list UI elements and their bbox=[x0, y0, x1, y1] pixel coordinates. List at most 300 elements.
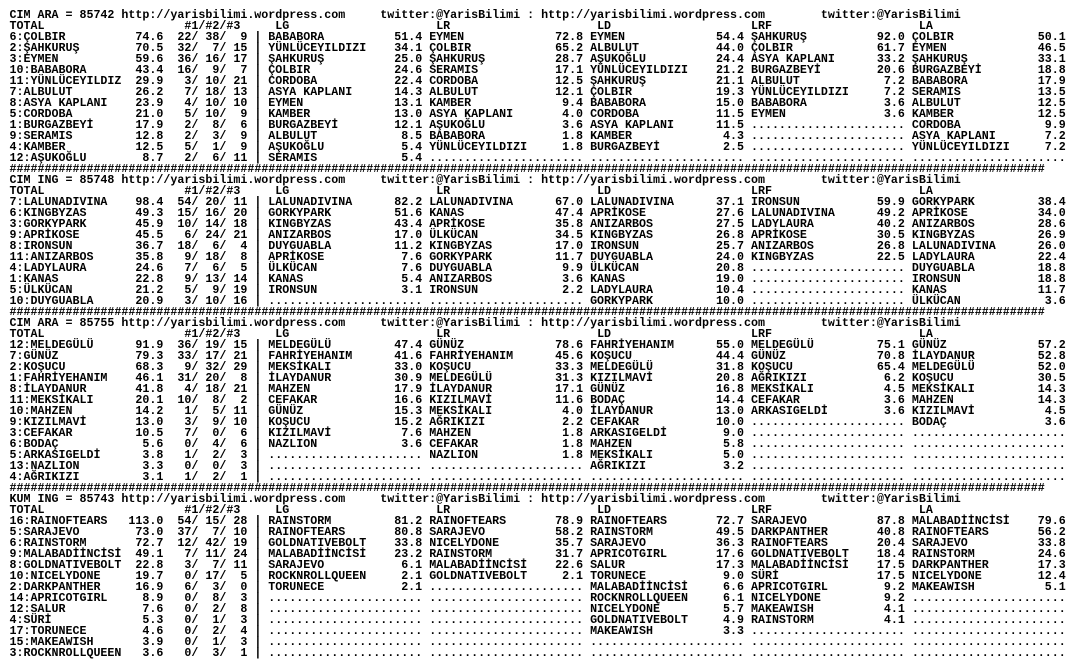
lrf-value: 4.1 bbox=[883, 601, 905, 616]
ld-value: 20.8 bbox=[715, 370, 744, 385]
place-1-count: 10 bbox=[177, 392, 192, 407]
ld-value: 14.4 bbox=[715, 392, 744, 407]
total-score: 26.2 bbox=[135, 84, 164, 99]
lrf-value: 9.2 bbox=[883, 579, 905, 594]
column-separator: | bbox=[254, 579, 262, 594]
lg-value: 11.2 bbox=[394, 238, 423, 253]
la-name: BURGAZBEYİ bbox=[911, 62, 982, 77]
horse-label: 8:GOLDNATIVEBOLT bbox=[9, 557, 122, 572]
header-total: TOTAL bbox=[9, 502, 45, 517]
lrf-empty-filler: ...................... bbox=[750, 425, 905, 440]
header-ld: LD bbox=[597, 183, 612, 198]
place-2-count: 8 bbox=[212, 590, 220, 605]
ld-name: ÜLKÜCAN bbox=[590, 260, 640, 275]
la-value: 17.9 bbox=[1037, 73, 1066, 88]
place-2-count: 17 bbox=[205, 348, 220, 363]
lrf-value: 49.2 bbox=[876, 205, 905, 220]
race-title-line bbox=[9, 7, 1066, 22]
column-separator: | bbox=[254, 73, 262, 88]
la-name: LALUNADIVINA bbox=[911, 238, 996, 253]
lr-name: GOLDNATIVEBOLT bbox=[429, 568, 528, 583]
lr-value: 1.8 bbox=[562, 139, 584, 154]
ld-value: 27.6 bbox=[715, 205, 744, 220]
lrf-name: SÜRİ bbox=[750, 568, 779, 583]
lg-name: MALABADİİNCİSİ bbox=[268, 546, 367, 561]
place-2-count: 17 bbox=[205, 568, 220, 583]
lg-empty-filler: ...................... bbox=[268, 634, 423, 649]
column-separator: | bbox=[254, 590, 262, 605]
lrf-name: IRONSUN bbox=[750, 194, 800, 209]
place-2-count: 7 bbox=[212, 40, 220, 55]
ld-name: IRONSUN bbox=[590, 238, 640, 253]
la-name: RAINOFTEARS bbox=[911, 524, 989, 539]
table-row bbox=[9, 249, 1066, 264]
horse-label: 10:BABABORA bbox=[9, 62, 87, 77]
total-score: 45.9 bbox=[135, 216, 164, 231]
place-separator: / bbox=[219, 249, 227, 264]
ld-name: SALUR bbox=[590, 557, 626, 572]
la-empty-filler: ...................... bbox=[911, 612, 1066, 627]
lr-name: ALBULUT bbox=[429, 84, 479, 99]
place-3-count: 8 bbox=[240, 370, 248, 385]
lr-name: NICELYDONE bbox=[429, 535, 500, 550]
header-lg: LG bbox=[275, 502, 290, 517]
total-score: 21.0 bbox=[135, 106, 164, 121]
ld-name: KANAS bbox=[590, 271, 626, 286]
lg-name: ÜLKÜCAN bbox=[268, 260, 318, 275]
lr-name: NAZLION bbox=[429, 447, 479, 462]
lr-value: 22.6 bbox=[555, 557, 584, 572]
lg-name: APRİKOSE bbox=[268, 249, 325, 264]
lr-name: ANIZARBOS bbox=[429, 271, 493, 286]
place-separator: / bbox=[191, 282, 199, 297]
total-score: 49.3 bbox=[135, 205, 164, 220]
place-1-count: 0 bbox=[184, 601, 192, 616]
la-name: BODAÇ bbox=[911, 414, 947, 429]
place-1-count: 7 bbox=[184, 260, 192, 275]
place-separator: / bbox=[191, 216, 199, 231]
la-name: KAMBER bbox=[911, 106, 954, 121]
total-score: 98.4 bbox=[135, 194, 164, 209]
ld-value: 16.8 bbox=[715, 381, 744, 396]
lg-value: 5.4 bbox=[401, 150, 423, 165]
site-url: http://yarisbilimi.wordpress.com bbox=[121, 315, 346, 330]
ld-name: LALUNADIVINA bbox=[590, 194, 675, 209]
lg-name: ASYA KAPLANI bbox=[268, 84, 353, 99]
lr-empty-filler: ...................... bbox=[429, 590, 584, 605]
lg-value: 13.1 bbox=[394, 95, 423, 110]
total-score: 14.2 bbox=[135, 403, 164, 418]
lrf-value: 4.1 bbox=[883, 612, 905, 627]
lr-name: SERAMIS bbox=[429, 62, 479, 77]
la-value: 26.9 bbox=[1037, 227, 1066, 242]
ld-value: 37.1 bbox=[715, 194, 744, 209]
horse-label: 3:CEFAKAR bbox=[9, 425, 73, 440]
place-separator: / bbox=[191, 535, 199, 550]
total-score: 70.5 bbox=[135, 40, 164, 55]
horse-label: 2:DARKPANTHER bbox=[9, 579, 101, 594]
ld-value: 5.8 bbox=[722, 436, 744, 451]
header-places: #1/#2/#3 bbox=[184, 326, 241, 341]
place-separator: / bbox=[191, 128, 199, 143]
ld-name: MAKEAWISH bbox=[590, 623, 654, 638]
horse-label: 3:GORKYPARK bbox=[9, 216, 87, 231]
lg-name: RAINOFTEARS bbox=[268, 524, 346, 539]
place-2-count: 11 bbox=[205, 546, 220, 561]
lg-name: LALUNADIVINA bbox=[268, 194, 353, 209]
place-2-count: 10 bbox=[205, 293, 220, 308]
table-row bbox=[9, 84, 1066, 99]
la-name: İLAYDANUR bbox=[911, 348, 975, 363]
lr-name: DUYGUABLA bbox=[429, 260, 493, 275]
table-row bbox=[9, 381, 1066, 396]
race-title-line bbox=[9, 491, 1066, 506]
place-2-count: 9 bbox=[212, 62, 220, 77]
lg-value: 34.1 bbox=[394, 40, 423, 55]
place-separator: / bbox=[219, 601, 227, 616]
la-name: KANAS bbox=[911, 282, 947, 297]
place-separator: / bbox=[219, 645, 227, 660]
race-title: CIM ING = 85748 bbox=[9, 172, 115, 187]
ld-name: BURGAZBEYİ bbox=[590, 139, 661, 154]
lr-value: 28.7 bbox=[555, 51, 584, 66]
place-2-count: 6 bbox=[212, 150, 220, 165]
lg-value: 7.6 bbox=[401, 260, 423, 275]
lr-name: YÜNLÜCEYILDIZI bbox=[429, 139, 528, 154]
header-total: TOTAL bbox=[9, 183, 45, 198]
ld-name: ARKASIGELDİ bbox=[590, 425, 668, 440]
column-separator: | bbox=[254, 403, 262, 418]
lrf-value: 9.2 bbox=[883, 590, 905, 605]
ld-value: 5.0 bbox=[722, 447, 744, 462]
horse-label: 12:SALUR bbox=[9, 601, 66, 616]
header-lr: LR bbox=[436, 18, 451, 33]
lr-empty-filler: ...................... bbox=[429, 612, 584, 627]
ld-name: RAINSTORM bbox=[590, 524, 654, 539]
ld-name: AĞRIKIZI bbox=[590, 458, 647, 473]
column-separator: | bbox=[254, 623, 262, 638]
la-name: LADYLAURA bbox=[911, 249, 975, 264]
lr-name: ASYA KAPLANI bbox=[429, 106, 514, 121]
ld-name: ASYA KAPLANI bbox=[590, 117, 675, 132]
column-separator: | bbox=[254, 238, 262, 253]
lrf-empty-filler: ...................... bbox=[750, 623, 905, 638]
total-score: 12.5 bbox=[135, 139, 164, 154]
lrf-name: KINGBYZAS bbox=[750, 249, 814, 264]
ld-value: 15.0 bbox=[715, 95, 744, 110]
horse-label: 3:EYMEN bbox=[9, 51, 59, 66]
place-separator: / bbox=[191, 370, 199, 385]
lr-name: KOŞUCU bbox=[429, 359, 472, 374]
lrf-empty-filler: ...................... bbox=[750, 414, 905, 429]
lg-name: BABABORA bbox=[268, 29, 325, 44]
place-separator: / bbox=[219, 535, 227, 550]
la-empty-filler: ...................... bbox=[911, 436, 1066, 451]
horse-label: 11:YÜNLÜCEYILDIZ bbox=[9, 73, 122, 88]
column-separator: | bbox=[254, 634, 262, 649]
ld-name: CEFAKAR bbox=[590, 414, 640, 429]
total-score: 17.9 bbox=[135, 117, 164, 132]
column-separator: | bbox=[254, 205, 262, 220]
ld-name: MAHZEN bbox=[590, 436, 633, 451]
lrf-value: 3.6 bbox=[883, 106, 905, 121]
place-separator: / bbox=[219, 106, 227, 121]
lg-value: 13.0 bbox=[394, 106, 423, 121]
column-separator: | bbox=[254, 128, 262, 143]
ld-name: APRICOTGIRL bbox=[590, 546, 668, 561]
ld-name: EYMEN bbox=[590, 29, 626, 44]
lr-value: 78.6 bbox=[555, 337, 584, 352]
column-separator: | bbox=[254, 117, 262, 132]
place-1-count: 18 bbox=[177, 238, 192, 253]
total-score: 73.0 bbox=[135, 524, 164, 539]
place-separator: / bbox=[191, 414, 199, 429]
lrf-value: 3.6 bbox=[883, 95, 905, 110]
la-name: MAKEAWISH bbox=[911, 579, 975, 594]
place-2-count: 13 bbox=[205, 271, 220, 286]
ld-name: GOLDNATIVEBOLT bbox=[590, 612, 688, 627]
lr-name: MEKSİKALI bbox=[429, 403, 493, 418]
lrf-name: GÜNÜZ bbox=[750, 348, 786, 363]
lrf-name: LADYLAURA bbox=[750, 216, 814, 231]
place-separator: / bbox=[219, 117, 227, 132]
lg-value: 2.1 bbox=[401, 568, 423, 583]
la-value: 57.2 bbox=[1037, 337, 1066, 352]
place-separator: / bbox=[219, 73, 227, 88]
lg-name: ROCKNROLLQUEEN bbox=[268, 568, 367, 583]
place-1-count: 5 bbox=[184, 139, 192, 154]
place-3-count: 0 bbox=[240, 579, 248, 594]
lr-name: APRİKOSE bbox=[429, 216, 486, 231]
lg-value: 3.6 bbox=[401, 436, 423, 451]
horse-label: 5:ARKASIGELDİ bbox=[9, 447, 101, 462]
place-separator: / bbox=[219, 590, 227, 605]
horse-label: 13:NAZLION bbox=[9, 458, 80, 473]
lg-value: 14.3 bbox=[394, 84, 423, 99]
place-1-count: 0 bbox=[184, 590, 192, 605]
table-row bbox=[9, 95, 1066, 110]
lg-value: 3.1 bbox=[401, 282, 423, 297]
total-score: 41.8 bbox=[135, 381, 164, 396]
lr-empty-filler: ...................... bbox=[429, 458, 584, 473]
total-score: 16.9 bbox=[135, 579, 164, 594]
ld-name: APRİKOSE bbox=[590, 205, 647, 220]
ld-name: CORDOBA bbox=[590, 106, 640, 121]
horse-label: 6:BODAÇ bbox=[9, 436, 59, 451]
lr-value: 35.7 bbox=[555, 535, 584, 550]
place-3-count: 18 bbox=[233, 216, 248, 231]
place-3-count: 1 bbox=[240, 645, 248, 660]
lr-value: 1.8 bbox=[562, 447, 584, 462]
lg-value: 17.0 bbox=[394, 227, 423, 242]
place-separator: / bbox=[219, 238, 227, 253]
lr-empty-filler: ...................... bbox=[429, 150, 584, 165]
total-score: 21.2 bbox=[135, 282, 164, 297]
lg-name: KIZILMAVİ bbox=[268, 425, 332, 440]
column-separator: | bbox=[254, 40, 262, 55]
total-score: 3.1 bbox=[142, 469, 164, 484]
place-separator: / bbox=[219, 557, 227, 572]
credits-separator: : bbox=[527, 7, 535, 22]
place-1-count: 32 bbox=[177, 40, 192, 55]
column-separator: | bbox=[254, 370, 262, 385]
place-3-count: 4 bbox=[240, 623, 248, 638]
lrf-value: 87.8 bbox=[876, 513, 905, 528]
place-separator: / bbox=[219, 139, 227, 154]
ld-empty-filler: ...................... bbox=[590, 150, 744, 165]
site-url: http://yarisbilimi.wordpress.com bbox=[541, 172, 765, 187]
place-2-count: 3 bbox=[212, 645, 220, 660]
la-value: 7.2 bbox=[1044, 128, 1066, 143]
column-separator: | bbox=[254, 293, 262, 308]
lrf-empty-filler: ...................... bbox=[750, 117, 905, 132]
lr-name: İLAYDANUR bbox=[429, 381, 493, 396]
lrf-value: 7.2 bbox=[883, 84, 905, 99]
total-score: 20.9 bbox=[135, 293, 164, 308]
lg-name: CEFAKAR bbox=[268, 392, 318, 407]
place-2-count: 6 bbox=[212, 260, 220, 275]
total-score: 7.6 bbox=[142, 601, 164, 616]
header-la: LA bbox=[918, 183, 933, 198]
lg-value: 7.6 bbox=[401, 249, 423, 264]
lrf-empty-filler: ...................... bbox=[750, 458, 905, 473]
la-name: DARKPANTHER bbox=[911, 557, 989, 572]
lg-name: GOLDNATIVEBOLT bbox=[268, 535, 367, 550]
place-3-count: 7 bbox=[240, 62, 248, 77]
column-separator: | bbox=[254, 359, 262, 374]
horse-label: 4:KAMBER bbox=[9, 139, 66, 154]
la-empty-filler: ...................... bbox=[911, 590, 1066, 605]
twitter-handle: twitter:@YarisBilimi bbox=[820, 172, 961, 187]
site-url: http://yarisbilimi.wordpress.com bbox=[541, 7, 765, 22]
lr-empty-filler: ...................... bbox=[429, 469, 584, 484]
horse-label: 4:AĞRIKIZI bbox=[9, 469, 80, 484]
place-2-count: 42 bbox=[205, 535, 220, 550]
column-separator: | bbox=[254, 260, 262, 275]
place-separator: / bbox=[191, 73, 199, 88]
place-separator: / bbox=[191, 524, 199, 539]
lr-value: 11.7 bbox=[555, 249, 584, 264]
total-score: 36.7 bbox=[135, 238, 164, 253]
la-name: KIZILMAVİ bbox=[911, 403, 975, 418]
la-empty-filler: ...................... bbox=[911, 623, 1066, 638]
place-3-count: 9 bbox=[240, 128, 248, 143]
lr-value: 31.7 bbox=[555, 546, 584, 561]
lrf-empty-filler: ...................... bbox=[750, 271, 905, 286]
twitter-handle: twitter:@YarisBilimi bbox=[380, 7, 521, 22]
la-name: NICELYDONE bbox=[911, 568, 982, 583]
column-separator: | bbox=[254, 62, 262, 77]
lrf-name: ÇOLBIR bbox=[750, 40, 793, 55]
ld-name: İLAYDANUR bbox=[590, 403, 654, 418]
header-lg: LG bbox=[275, 183, 290, 198]
ld-value: 17.3 bbox=[715, 557, 744, 572]
place-1-count: 37 bbox=[177, 524, 192, 539]
la-name: YÜNLÜCEYILDIZI bbox=[911, 139, 1010, 154]
la-value: 33.8 bbox=[1037, 535, 1066, 550]
la-value: 3.6 bbox=[1044, 293, 1066, 308]
lrf-value: 75.1 bbox=[876, 337, 905, 352]
horse-label: 1:KANAS bbox=[9, 271, 59, 286]
lr-value: 65.2 bbox=[555, 40, 584, 55]
lrf-name: BURGAZBEYİ bbox=[750, 62, 821, 77]
la-name: MALABADİİNCİSİ bbox=[911, 513, 1010, 528]
table-row bbox=[9, 73, 1066, 88]
column-separator: | bbox=[254, 557, 262, 572]
place-separator: / bbox=[191, 623, 199, 638]
horse-label: 14:APRICOTGIRL bbox=[9, 590, 108, 605]
place-3-count: 6 bbox=[240, 117, 248, 132]
lr-name: RAINOFTEARS bbox=[429, 513, 507, 528]
place-separator: / bbox=[219, 568, 227, 583]
ld-value: 31.8 bbox=[715, 359, 744, 374]
header-lrf: LRF bbox=[750, 502, 772, 517]
place-separator: / bbox=[219, 524, 227, 539]
lrf-empty-filler: ...................... bbox=[750, 150, 905, 165]
lrf-empty-filler: ...................... bbox=[750, 282, 905, 297]
la-value: 12.5 bbox=[1037, 106, 1066, 121]
column-header-line bbox=[9, 18, 1066, 33]
lrf-name: ALBULUT bbox=[750, 73, 800, 88]
lr-value: 2.2 bbox=[562, 414, 584, 429]
ld-value: 2.5 bbox=[722, 139, 744, 154]
place-1-count: 10 bbox=[177, 216, 192, 231]
lrf-value: 7.2 bbox=[883, 73, 905, 88]
place-3-count: 4 bbox=[240, 238, 248, 253]
column-separator: | bbox=[254, 524, 262, 539]
lrf-value: 4.5 bbox=[883, 381, 905, 396]
place-separator: / bbox=[219, 227, 227, 242]
lr-name: ÜLKÜCAN bbox=[429, 227, 479, 242]
site-url: http://yarisbilimi.wordpress.com bbox=[121, 7, 346, 22]
la-name: IRONSUN bbox=[911, 271, 961, 286]
place-separator: / bbox=[191, 590, 199, 605]
lr-name: KAMBER bbox=[429, 95, 472, 110]
place-3-count: 10 bbox=[233, 95, 248, 110]
place-separator: / bbox=[191, 337, 199, 352]
lr-value: 2.2 bbox=[562, 282, 584, 297]
total-score: 3.8 bbox=[142, 447, 164, 462]
lrf-name: ANIZARBOS bbox=[750, 238, 814, 253]
ld-name: KOŞUCU bbox=[590, 348, 633, 363]
ld-value: 3.2 bbox=[722, 458, 744, 473]
place-2-count: 3 bbox=[212, 128, 220, 143]
race-report bbox=[9, 7, 1066, 660]
ld-name: DUYGUABLA bbox=[590, 249, 654, 264]
place-separator: / bbox=[219, 546, 227, 561]
place-2-count: 3 bbox=[212, 579, 220, 594]
table-row bbox=[9, 106, 1066, 121]
column-separator: | bbox=[254, 535, 262, 550]
lr-value: 1.8 bbox=[562, 436, 584, 451]
place-3-count: 16 bbox=[233, 293, 248, 308]
table-row bbox=[9, 128, 1066, 143]
place-3-count: 29 bbox=[233, 359, 248, 374]
lg-name: ÇOLBIR bbox=[268, 62, 311, 77]
place-3-count: 17 bbox=[233, 51, 248, 66]
total-score: 113.0 bbox=[128, 513, 164, 528]
place-1-count: 3 bbox=[184, 414, 192, 429]
la-value: 9.9 bbox=[1044, 117, 1066, 132]
twitter-handle: twitter:@YarisBilimi bbox=[820, 7, 961, 22]
place-3-count: 24 bbox=[233, 546, 248, 561]
lr-value: 4.0 bbox=[562, 403, 584, 418]
hash-rule: #################################################################################################################################################### bbox=[9, 304, 1045, 319]
place-separator: / bbox=[191, 348, 199, 363]
place-separator: / bbox=[191, 381, 199, 396]
place-3-count: 15 bbox=[233, 337, 248, 352]
place-3-count: 5 bbox=[240, 568, 248, 583]
